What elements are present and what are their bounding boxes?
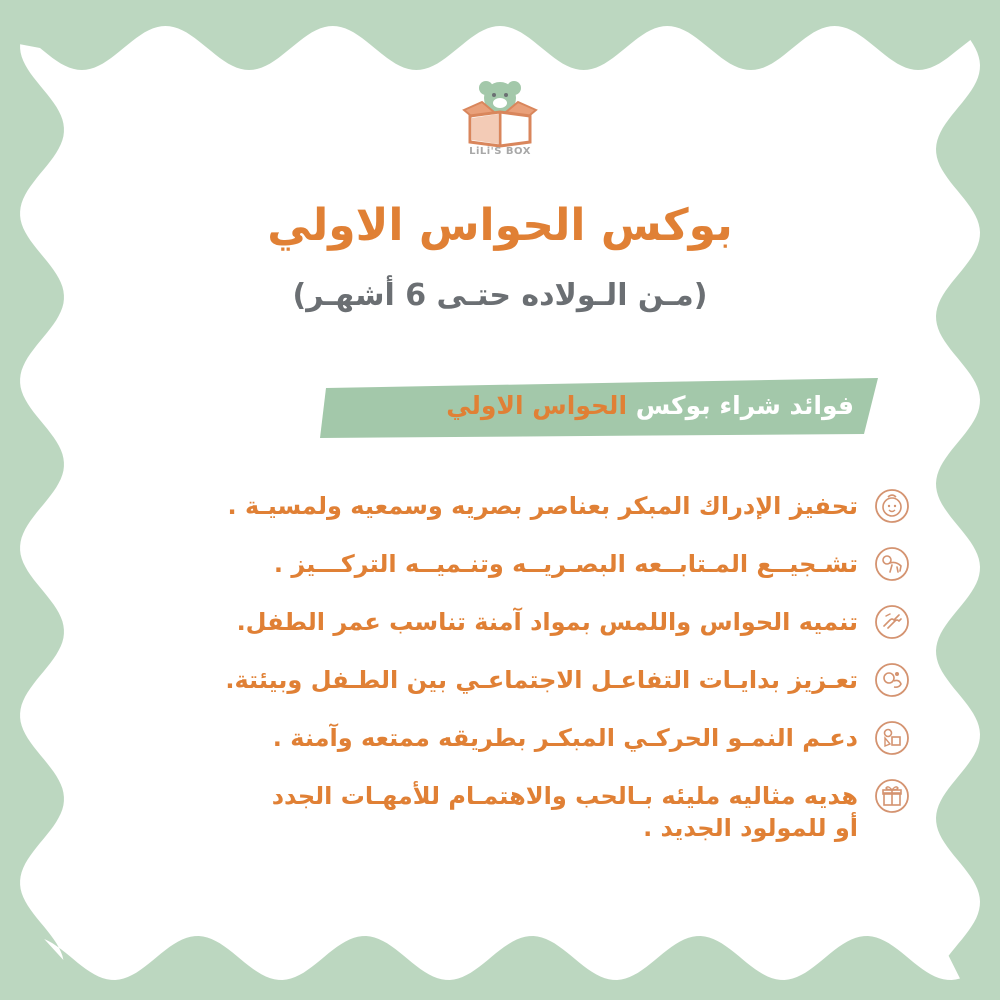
benefit-text: تشـجيــع المـتابــعه البصـريــه وتنـميــه التركـــيز .	[273, 550, 858, 578]
benefit-text: تنميه الحواس واللمس بمواد آمنة تناسب عمر الطفل.	[236, 608, 858, 636]
baby-interaction-icon	[874, 662, 910, 698]
section-title	[446, 391, 854, 420]
baby-crawling-icon	[874, 546, 910, 582]
benefit-item	[130, 774, 910, 864]
section-banner	[320, 378, 880, 438]
baby-toys-icon	[874, 720, 910, 756]
benefit-text: تحفيز الإدراك المبكر بعناصر بصريه وسمعيه ولمسيـة .	[227, 492, 858, 520]
section-title-accent: الحواس الاولي	[446, 391, 628, 420]
logo-text: LiLi'S BOX	[469, 146, 531, 157]
page-title: بوكس الحواس الاولي	[267, 200, 733, 251]
teddy-bear-box-icon	[450, 76, 550, 148]
benefit-item	[130, 600, 910, 658]
brand-logo	[450, 76, 550, 166]
gift-box-icon	[874, 778, 910, 814]
benefit-item	[130, 484, 910, 542]
page-subtitle: (مـن الـولاده حتـى 6 أشهـر)	[292, 278, 708, 313]
hand-touch-icon	[874, 604, 910, 640]
benefit-item	[130, 658, 910, 716]
benefit-text-line-1: هديه مثاليه مليئه بـالحب والاهتمـام للأمهـات الجدد	[271, 782, 858, 810]
benefit-text-line-2: أو للمولود الجديد .	[643, 814, 858, 842]
benefit-text: تعـزيز بدايـات التفاعـل الاجتماعـي بين الطـفل وبيئتة.	[225, 666, 858, 694]
baby-face-icon	[874, 488, 910, 524]
benefits-list	[130, 484, 910, 864]
benefit-text: دعـم النمـو الحركـي المبكـر بطريقه ممتعه وآمنة .	[272, 724, 858, 752]
benefit-item	[130, 542, 910, 600]
benefit-text	[138, 780, 858, 844]
benefit-item	[130, 716, 910, 774]
section-title-prefix: فوائد شراء بوكس	[627, 391, 854, 420]
